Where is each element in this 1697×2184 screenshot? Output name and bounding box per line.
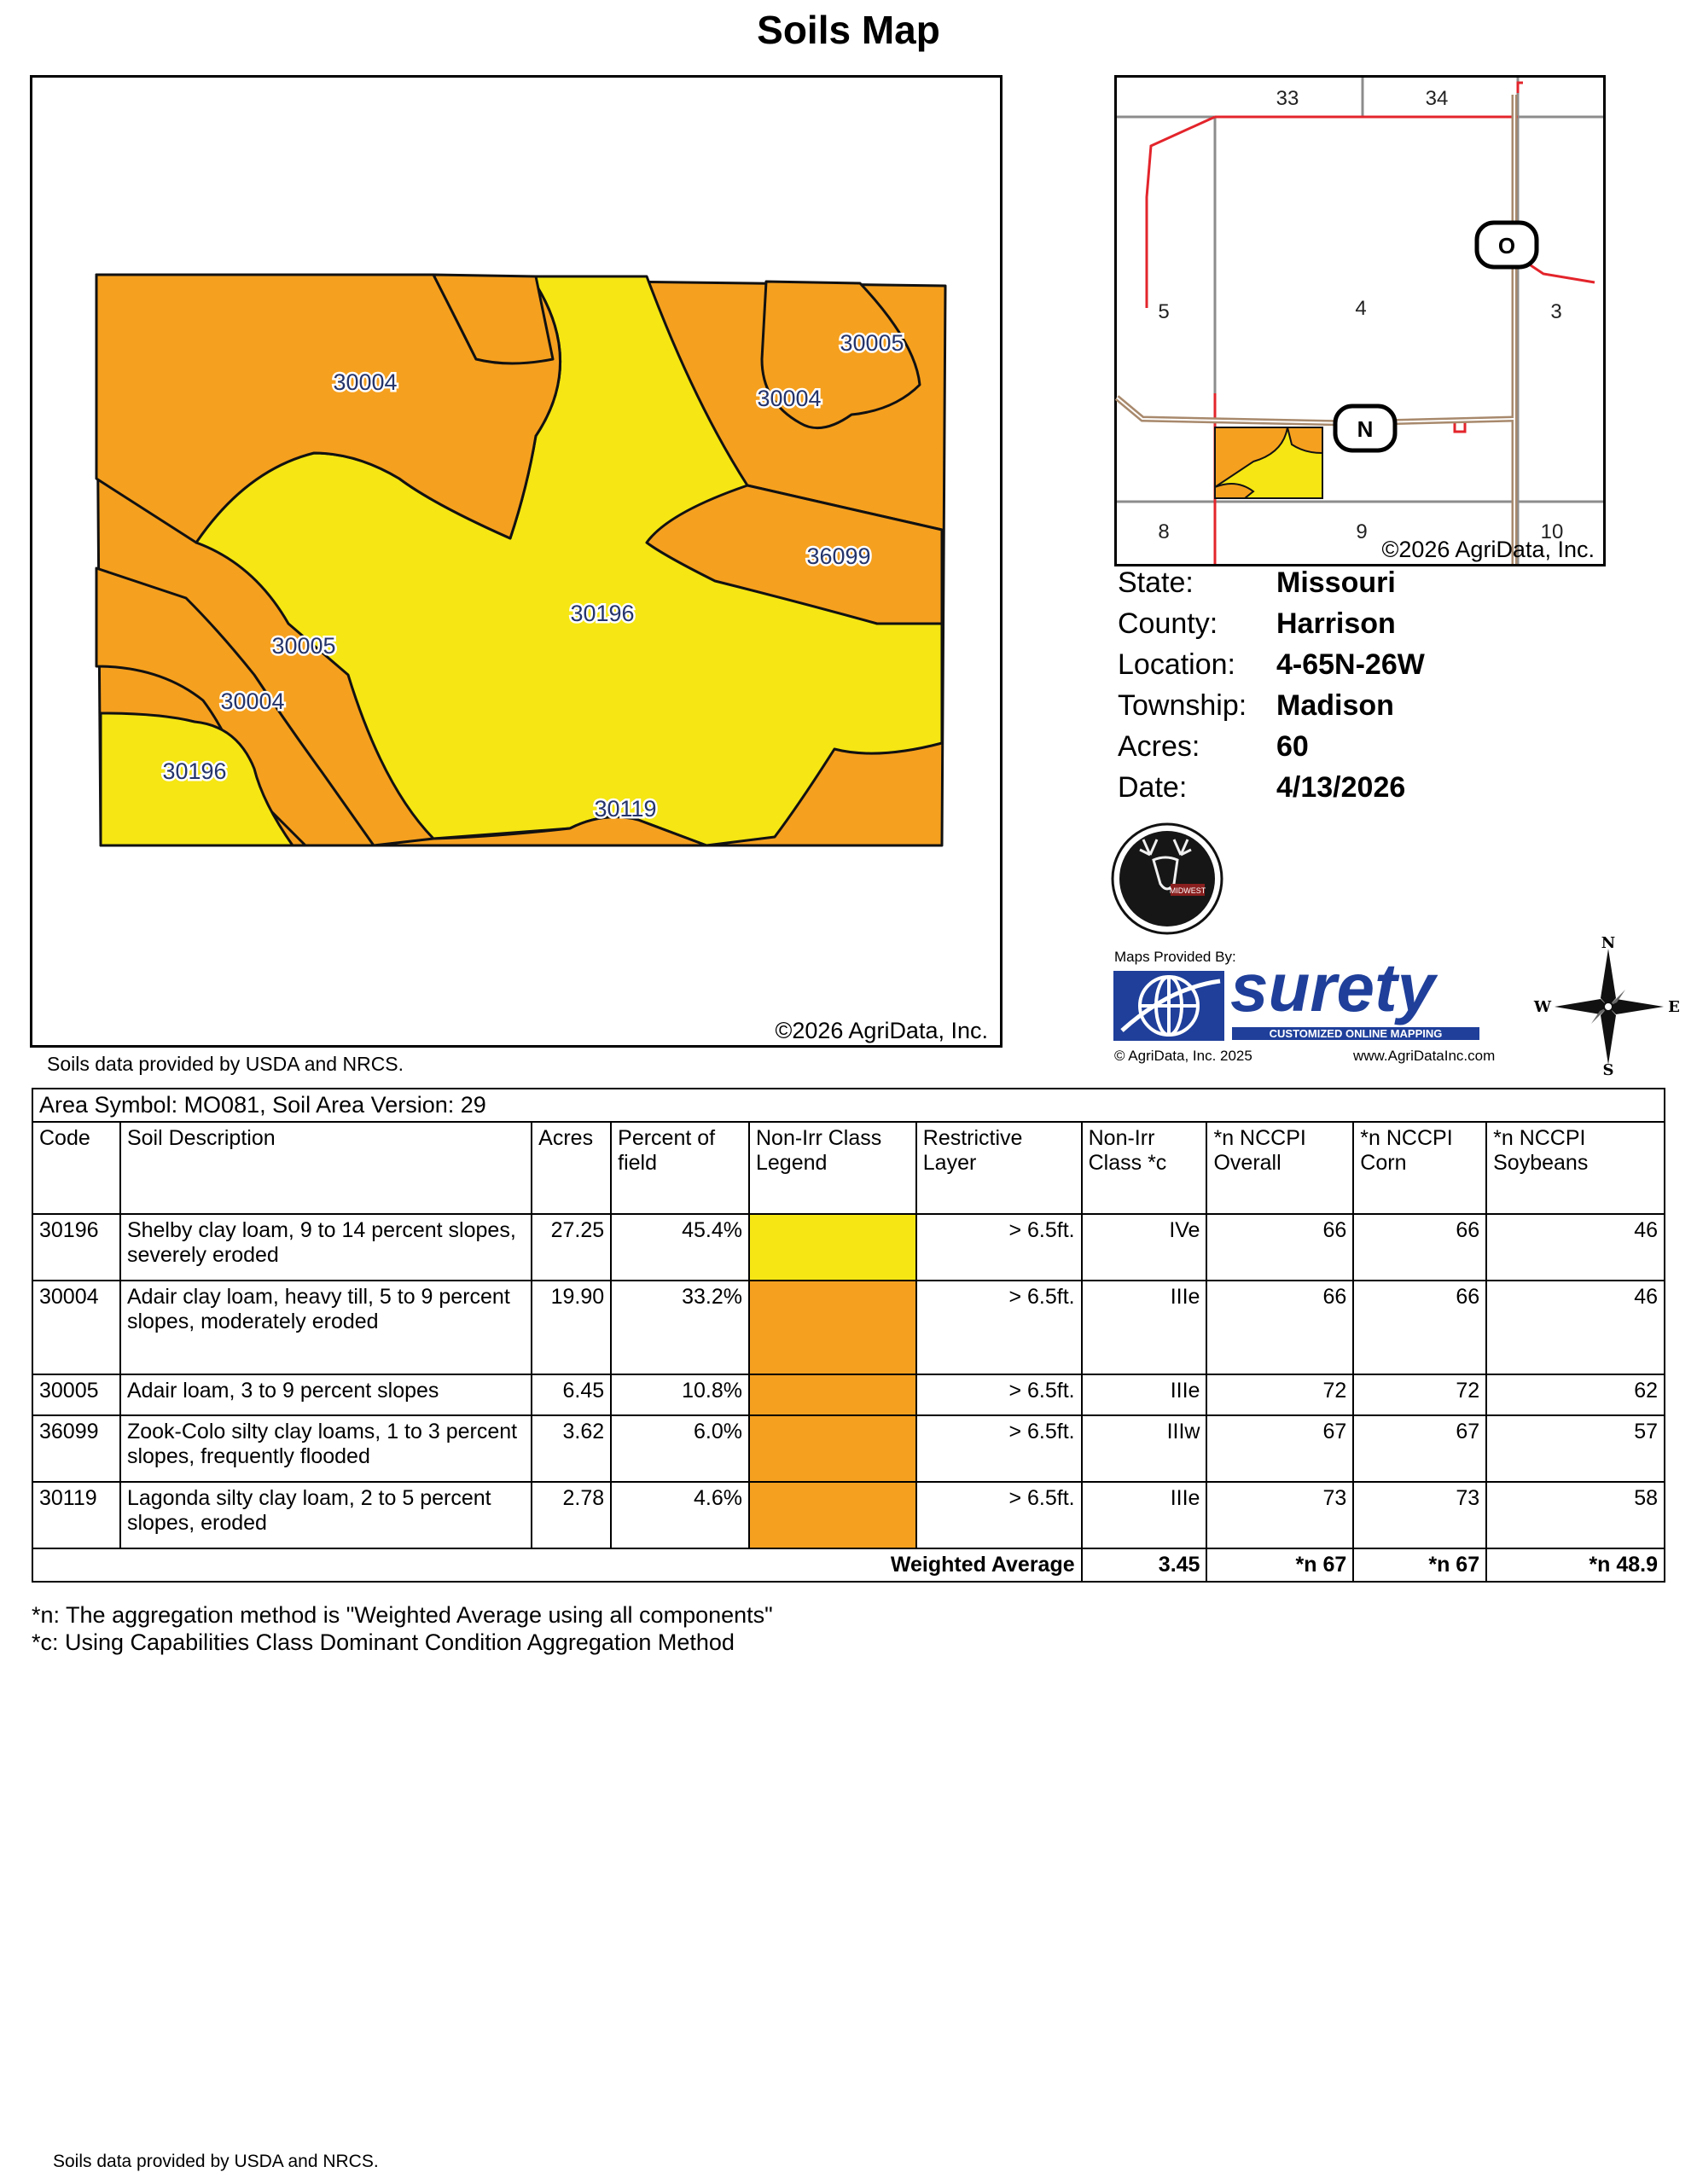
section-5: 5 (1158, 300, 1170, 323)
table-row (32, 1482, 1665, 1548)
footnote-c: *c: Using Capabilities Class Dominant Condition Aggregation Method (32, 1629, 735, 1655)
source-note-bottom: Soils data provided by USDA and NRCS. (53, 2152, 379, 2171)
footnote-n: *n: The aggregation method is "Weighted Average using all components" (32, 1602, 773, 1628)
cell-overall: 66 (1206, 1214, 1353, 1281)
table-header-row (32, 1122, 1665, 1214)
map-label-30196-a: 30196 (570, 601, 635, 626)
compass-n: N (1601, 934, 1616, 952)
cell-restrictive: > 6.5ft. (916, 1281, 1082, 1374)
cell-class: IIIe (1082, 1281, 1207, 1374)
cell-code: 30196 (32, 1214, 120, 1281)
locator-map[interactable] (1114, 75, 1606, 566)
column-header: *n NCCPI Soybeans (1486, 1122, 1665, 1214)
surety-logo-text: surety (1230, 950, 1436, 1025)
cell-soybeans: 46 (1486, 1214, 1665, 1281)
cell-overall: 73 (1206, 1482, 1353, 1548)
cell-corn: 67 (1353, 1415, 1486, 1482)
column-header: Restrictive Layer (916, 1122, 1082, 1214)
area-symbol: Area Symbol: MO081, Soil Area Version: 29 (32, 1089, 1665, 1122)
column-header: Acres (532, 1122, 611, 1214)
cell-code: 30004 (32, 1281, 120, 1374)
section-10: 10 (1540, 520, 1564, 543)
table-row (32, 1415, 1665, 1482)
cell-description: Lagonda silty clay loam, 2 to 5 percent slopes, eroded (120, 1482, 532, 1548)
info-township: Township: Madison (1118, 689, 1394, 722)
cell-class: IIIe (1082, 1482, 1207, 1548)
section-3: 3 (1550, 300, 1562, 323)
section-34: 34 (1425, 87, 1449, 110)
table-row (32, 1374, 1665, 1415)
map-label-30196-b: 30196 (162, 758, 227, 784)
info-acres: Acres: 60 (1118, 730, 1309, 763)
road-shield-o: O (1497, 233, 1516, 258)
cell-code: 30119 (32, 1482, 120, 1548)
table-row (32, 1281, 1665, 1374)
cell-overall: 67 (1206, 1415, 1353, 1482)
provider-website[interactable]: www.AgriDataInc.com (1353, 1048, 1496, 1064)
weighted-corn: *n 67 (1353, 1548, 1486, 1582)
cell-class: IIIe (1082, 1374, 1207, 1415)
cell-acres: 6.45 (532, 1374, 611, 1415)
locator-map-canvas (1117, 78, 1603, 564)
map-label-30005-a: 30005 (840, 330, 904, 356)
table-row (32, 1214, 1665, 1281)
soil-map-canvas (32, 78, 1000, 1045)
map-label-30005-b: 30005 (271, 633, 336, 659)
road-shield-n: N (1357, 416, 1374, 442)
cell-soybeans: 58 (1486, 1482, 1665, 1548)
info-date: Date: 4/13/2026 (1118, 771, 1406, 804)
info-state: State: Missouri (1118, 566, 1396, 599)
compass-s: S (1602, 1061, 1614, 1079)
cell-description: Shelby clay loam, 9 to 14 percent slopes, severely eroded (120, 1214, 532, 1281)
cell-description: Adair loam, 3 to 9 percent slopes (120, 1374, 532, 1415)
weighted-overall: *n 67 (1206, 1548, 1353, 1582)
cell-code: 30005 (32, 1374, 120, 1415)
compass-e: E (1668, 998, 1680, 1016)
cell-legend-swatch (749, 1214, 916, 1281)
logo-text: MIDWEST (1169, 886, 1206, 895)
column-header: Soil Description (120, 1122, 532, 1214)
cell-description: Zook-Colo silty clay loams, 1 to 3 percent slopes, frequently flooded (120, 1415, 532, 1482)
weighted-class: 3.45 (1082, 1548, 1207, 1582)
section-9: 9 (1356, 520, 1368, 543)
cell-overall: 66 (1206, 1281, 1353, 1374)
compass-rose (1533, 934, 1681, 1079)
page-title: Soils Map (757, 8, 940, 52)
map-label-36099: 36099 (806, 543, 871, 569)
info-location: Location: 4-65N-26W (1118, 648, 1425, 681)
soils-table (32, 1088, 1665, 1583)
globe-icon (1113, 971, 1224, 1041)
cell-restrictive: > 6.5ft. (916, 1482, 1082, 1548)
compass-w: W (1533, 998, 1552, 1016)
cell-restrictive: > 6.5ft. (916, 1214, 1082, 1281)
cell-soybeans: 57 (1486, 1415, 1665, 1482)
weighted-soybeans: *n 48.9 (1486, 1548, 1665, 1582)
section-4: 4 (1355, 297, 1367, 320)
locator-copyright: ©2026 AgriData, Inc. (1381, 537, 1595, 562)
weighted-average-row (32, 1548, 1665, 1582)
column-header: *n NCCPI Overall (1206, 1122, 1353, 1214)
cell-percent: 6.0% (611, 1415, 749, 1482)
cell-corn: 66 (1353, 1281, 1486, 1374)
cell-code: 36099 (32, 1415, 120, 1482)
company-logo (1109, 821, 1225, 937)
cell-corn: 72 (1353, 1374, 1486, 1415)
map-label-30004-c: 30004 (220, 688, 285, 714)
cell-class: IVe (1082, 1214, 1207, 1281)
map-copyright: ©2026 AgriData, Inc. (775, 1018, 988, 1043)
cell-acres: 27.25 (532, 1214, 611, 1281)
provider-copyright: © AgriData, Inc. 2025 (1114, 1048, 1252, 1064)
map-label-30004-b: 30004 (757, 386, 822, 411)
column-header: *n NCCPI Corn (1353, 1122, 1486, 1214)
cell-acres: 3.62 (532, 1415, 611, 1482)
surety-tagline: CUSTOMIZED ONLINE MAPPING (1232, 1027, 1479, 1040)
cell-percent: 10.8% (611, 1374, 749, 1415)
cell-description: Adair clay loam, heavy till, 5 to 9 percent slopes, moderately eroded (120, 1281, 532, 1374)
cell-legend-swatch (749, 1415, 916, 1482)
column-header: Non-Irr Class Legend (749, 1122, 916, 1214)
cell-class: IIIw (1082, 1415, 1207, 1482)
section-33: 33 (1276, 87, 1299, 110)
cell-percent: 4.6% (611, 1482, 749, 1548)
cell-legend-swatch (749, 1281, 916, 1374)
weighted-average-label: Weighted Average (32, 1548, 1082, 1582)
maps-provided-by: Maps Provided By: (1114, 949, 1236, 965)
soil-map[interactable] (30, 75, 1003, 1048)
column-header: Code (32, 1122, 120, 1214)
cell-soybeans: 62 (1486, 1374, 1665, 1415)
map-label-30119: 30119 (594, 796, 657, 822)
cell-acres: 2.78 (532, 1482, 611, 1548)
cell-percent: 45.4% (611, 1214, 749, 1281)
section-8: 8 (1158, 520, 1170, 543)
cell-acres: 19.90 (532, 1281, 611, 1374)
cell-soybeans: 46 (1486, 1281, 1665, 1374)
info-county: County: Harrison (1118, 607, 1396, 640)
cell-restrictive: > 6.5ft. (916, 1374, 1082, 1415)
area-symbol-row (32, 1089, 1665, 1122)
cell-legend-swatch (749, 1482, 916, 1548)
cell-corn: 73 (1353, 1482, 1486, 1548)
cell-legend-swatch (749, 1374, 916, 1415)
cell-restrictive: > 6.5ft. (916, 1415, 1082, 1482)
cell-percent: 33.2% (611, 1281, 749, 1374)
cell-overall: 72 (1206, 1374, 1353, 1415)
column-header: Non-Irr Class *c (1082, 1122, 1207, 1214)
cell-corn: 66 (1353, 1214, 1486, 1281)
map-label-30004-a: 30004 (333, 369, 398, 395)
source-note-top: Soils data provided by USDA and NRCS. (47, 1053, 404, 1075)
column-header: Percent of field (611, 1122, 749, 1214)
